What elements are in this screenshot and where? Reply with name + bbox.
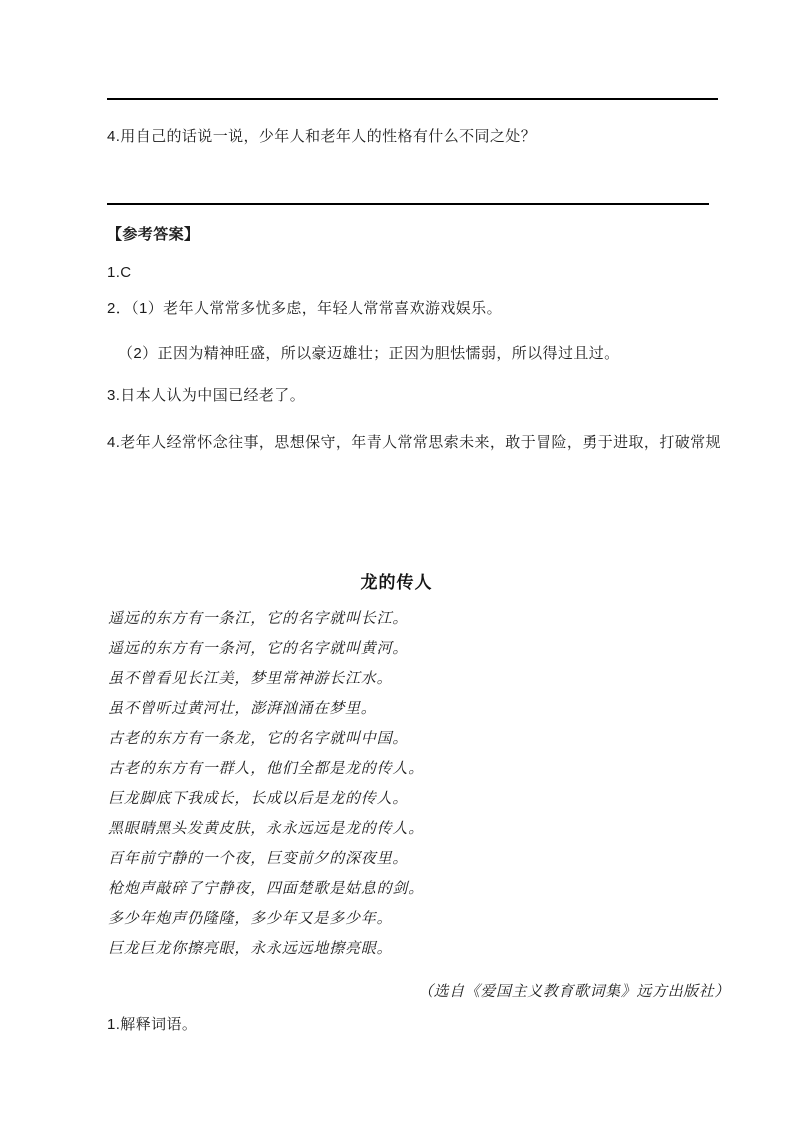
poem-line: 遥远的东方有一条河，它的名字就叫黄河。 bbox=[108, 641, 409, 657]
poem-source-attribution: （选自《爱国主义教育歌词集》远方出版社） bbox=[417, 984, 730, 1000]
poem-line: 百年前宁静的一个夜，巨变前夕的深夜里。 bbox=[108, 851, 409, 867]
poem-line: 古老的东方有一群人，他们全都是龙的传人。 bbox=[108, 761, 425, 777]
answer-key-heading: 【参考答案】 bbox=[107, 226, 200, 243]
poem-line: 黑眼睛黑头发黄皮肤，永永远远是龙的传人。 bbox=[108, 821, 425, 837]
poem-line: 巨龙巨龙你擦亮眼，永永远远地擦亮眼。 bbox=[108, 941, 393, 957]
answer-item-2: 2．（1）老年人常常多忧多虑，年轻人常常喜欢游戏娱乐。 bbox=[107, 300, 502, 317]
answer-item-2b: （2）正因为精神旺盛，所以豪迈雄壮；正因为胆怯懦弱，所以得过且过。 bbox=[118, 345, 620, 362]
poem-line: 遥远的东方有一条江，它的名字就叫长江。 bbox=[108, 611, 409, 627]
poem-body bbox=[108, 604, 748, 964]
poem-line: 巨龙脚底下我成长，长成以后是龙的传人。 bbox=[108, 791, 409, 807]
poem-title: 龙的传人 bbox=[360, 573, 433, 592]
poem-line: 多少年炮声仍隆隆，多少年又是多少年。 bbox=[108, 911, 393, 927]
poem-line: 枪炮声敲碎了宁静夜，四面楚歌是姑息的剑。 bbox=[108, 881, 425, 897]
poem-line: 虽不曾听过黄河壮，澎湃汹涌在梦里。 bbox=[108, 701, 377, 717]
question-1-text: 1.解释词语。 bbox=[107, 1016, 198, 1033]
poem-line: 古老的东方有一条龙，它的名字就叫中国。 bbox=[108, 731, 409, 747]
question-4-text: 4.用自己的话说一说，少年人和老年人的性格有什么不同之处？ bbox=[107, 128, 537, 145]
answer-item-1: 1.C bbox=[107, 264, 132, 281]
answer-item-3: 3.日本人认为中国已经老了。 bbox=[107, 387, 306, 404]
answer-rule-top bbox=[107, 98, 718, 100]
poem-line: 虽不曾看见长江美，梦里常神游长江水。 bbox=[108, 671, 393, 687]
answer-rule-bottom bbox=[107, 203, 709, 205]
answer-item-4: 4.老年人经常怀念往事，思想保守，年青人常常思索未来，敢于冒险，勇于进取，打破常规 bbox=[107, 434, 721, 451]
